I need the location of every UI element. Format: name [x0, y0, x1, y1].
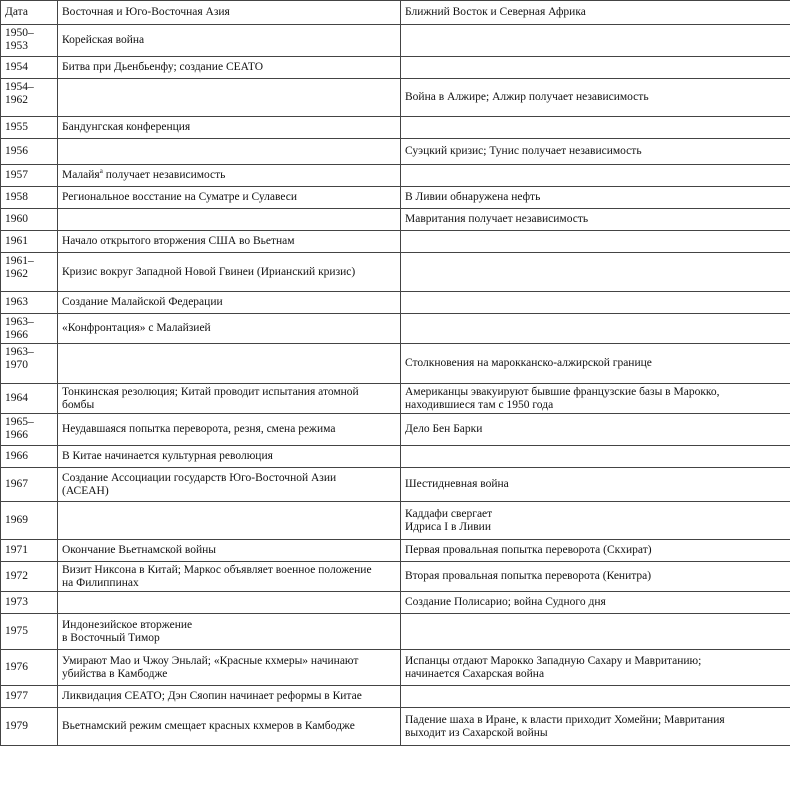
table-row [1, 79, 790, 117]
table-row [1, 292, 790, 314]
table-row [1, 650, 790, 686]
cell-east-asia [58, 165, 401, 187]
cell-date: 1954 [1, 57, 58, 79]
cell-east-asia: Начало открытого вторжения США во Вьетнам [58, 231, 401, 253]
cell-middle-east [401, 292, 790, 314]
table-row [1, 446, 790, 468]
table-row [1, 614, 790, 650]
table-row [1, 231, 790, 253]
cell-middle-east: Суэцкий кризис; Тунис получает независимость [401, 139, 790, 165]
cell-middle-east: Столкновения на марокканско-алжирской границе [401, 344, 790, 384]
cell-date: 1977 [1, 686, 58, 708]
cell-middle-east: Американцы эвакуируют бывшие французские базы в Марокко, находившиеся там с 1950 года [401, 384, 790, 414]
cell-date: 1963– 1966 [1, 314, 58, 344]
cell-middle-east: Дело Бен Барки [401, 414, 790, 446]
table-row [1, 708, 790, 746]
cell-date: 1957 [1, 165, 58, 187]
cell-date: 1971 [1, 540, 58, 562]
cell-date: 1960 [1, 209, 58, 231]
cell-east-asia: Создание Ассоциации государств Юго-Восточной Азии (АСЕАН) [58, 468, 401, 502]
cell-middle-east [401, 314, 790, 344]
cell-east-asia: Неудавшаяся попытка переворота, резня, смена режима [58, 414, 401, 446]
cell-date: 1954– 1962 [1, 79, 58, 117]
table-row [1, 117, 790, 139]
cell-date: 1965– 1966 [1, 414, 58, 446]
cell-middle-east [401, 117, 790, 139]
table-row [1, 139, 790, 165]
cell-east-asia: «Конфронтация» с Малайзией [58, 314, 401, 344]
cell-middle-east [401, 614, 790, 650]
cell-east-asia: Создание Малайской Федерации [58, 292, 401, 314]
cell-east-asia-text: Малайя [62, 169, 100, 181]
table-row [1, 468, 790, 502]
cell-middle-east: В Ливии обнаружена нефть [401, 187, 790, 209]
cell-east-asia: Ликвидация СЕАТО; Дэн Сяопин начинает реформы в Китае [58, 686, 401, 708]
footnote-marker: a [99, 167, 103, 176]
cell-date: 1966 [1, 446, 58, 468]
table-row [1, 187, 790, 209]
cell-date: 1961 [1, 231, 58, 253]
cell-date: 1956 [1, 139, 58, 165]
cell-date: 1973 [1, 592, 58, 614]
cell-date: 1979 [1, 708, 58, 746]
cell-date: 1972 [1, 562, 58, 592]
cell-middle-east: Падение шаха в Иране, к власти приходит Хомейни; Мавритания выходит из Сахарской войны [401, 708, 790, 746]
table-row [1, 502, 790, 540]
table-row [1, 686, 790, 708]
table-row [1, 384, 790, 414]
cell-middle-east: Создание Полисарио; война Судного дня [401, 592, 790, 614]
header-middle-east: Ближний Восток и Северная Африка [401, 1, 790, 25]
cell-east-asia: Региональное восстание на Суматре и Сулавеси [58, 187, 401, 209]
cell-east-asia [58, 139, 401, 165]
cell-east-asia [58, 502, 401, 540]
cell-east-asia: Битва при Дьенбьенфу; создание СЕАТО [58, 57, 401, 79]
cell-middle-east [401, 25, 790, 57]
cell-east-asia [58, 592, 401, 614]
cell-middle-east [401, 253, 790, 292]
cell-east-asia: Окончание Вьетнамской войны [58, 540, 401, 562]
cell-east-asia: Индонезийское вторжение в Восточный Тимор [58, 614, 401, 650]
cell-middle-east [401, 57, 790, 79]
table-row [1, 253, 790, 292]
cell-middle-east: Шестидневная война [401, 468, 790, 502]
cell-east-asia: Визит Никсона в Китай; Маркос объявляет военное положение на Филиппинах [58, 562, 401, 592]
cell-middle-east: Мавритания получает независимость [401, 209, 790, 231]
cell-east-asia: Умирают Мао и Чжоу Эньлай; «Красные кхмеры» начинают убийства в Камбодже [58, 650, 401, 686]
cell-middle-east [401, 686, 790, 708]
cell-date: 1975 [1, 614, 58, 650]
cell-east-asia: Бандунгская конференция [58, 117, 401, 139]
table-row [1, 314, 790, 344]
table-row [1, 562, 790, 592]
table-row [1, 344, 790, 384]
cell-middle-east [401, 446, 790, 468]
cell-date: 1955 [1, 117, 58, 139]
header-east-asia: Восточная и Юго-Восточная Азия [58, 1, 401, 25]
cell-middle-east: Вторая провальная попытка переворота (Кенитра) [401, 562, 790, 592]
cell-east-asia: Вьетнамский режим смещает красных кхмеров в Камбодже [58, 708, 401, 746]
table-row [1, 592, 790, 614]
cell-middle-east: Первая провальная попытка переворота (Скхират) [401, 540, 790, 562]
cell-middle-east: Испанцы отдают Марокко Западную Сахару и Мавританию; начинается Сахарская война [401, 650, 790, 686]
cell-date: 1958 [1, 187, 58, 209]
cell-date: 1961– 1962 [1, 253, 58, 292]
cell-date: 1950– 1953 [1, 25, 58, 57]
cell-east-asia-text: получает независимость [102, 169, 226, 181]
table-row [1, 165, 790, 187]
cell-east-asia: Корейская война [58, 25, 401, 57]
header-date: Дата [1, 1, 58, 25]
cell-date: 1967 [1, 468, 58, 502]
table-body [1, 25, 790, 746]
table-row [1, 25, 790, 57]
cell-middle-east [401, 165, 790, 187]
cell-date: 1963– 1970 [1, 344, 58, 384]
cell-date: 1969 [1, 502, 58, 540]
cell-middle-east: Каддафи свергает Идриса I в Ливии [401, 502, 790, 540]
cell-middle-east [401, 231, 790, 253]
cell-east-asia [58, 79, 401, 117]
cell-east-asia [58, 344, 401, 384]
cell-middle-east: Война в Алжире; Алжир получает независимость [401, 79, 790, 117]
table-row [1, 209, 790, 231]
cell-date: 1963 [1, 292, 58, 314]
cell-date: 1964 [1, 384, 58, 414]
table-row [1, 414, 790, 446]
cell-east-asia: В Китае начинается культурная революция [58, 446, 401, 468]
cell-east-asia: Кризис вокруг Западной Новой Гвинеи (Ирианский кризис) [58, 253, 401, 292]
cell-east-asia [58, 209, 401, 231]
table-row [1, 540, 790, 562]
cell-date: 1976 [1, 650, 58, 686]
table-row [1, 57, 790, 79]
cell-east-asia: Тонкинская резолюция; Китай проводит испытания атомной бомбы [58, 384, 401, 414]
header-row [1, 1, 790, 25]
